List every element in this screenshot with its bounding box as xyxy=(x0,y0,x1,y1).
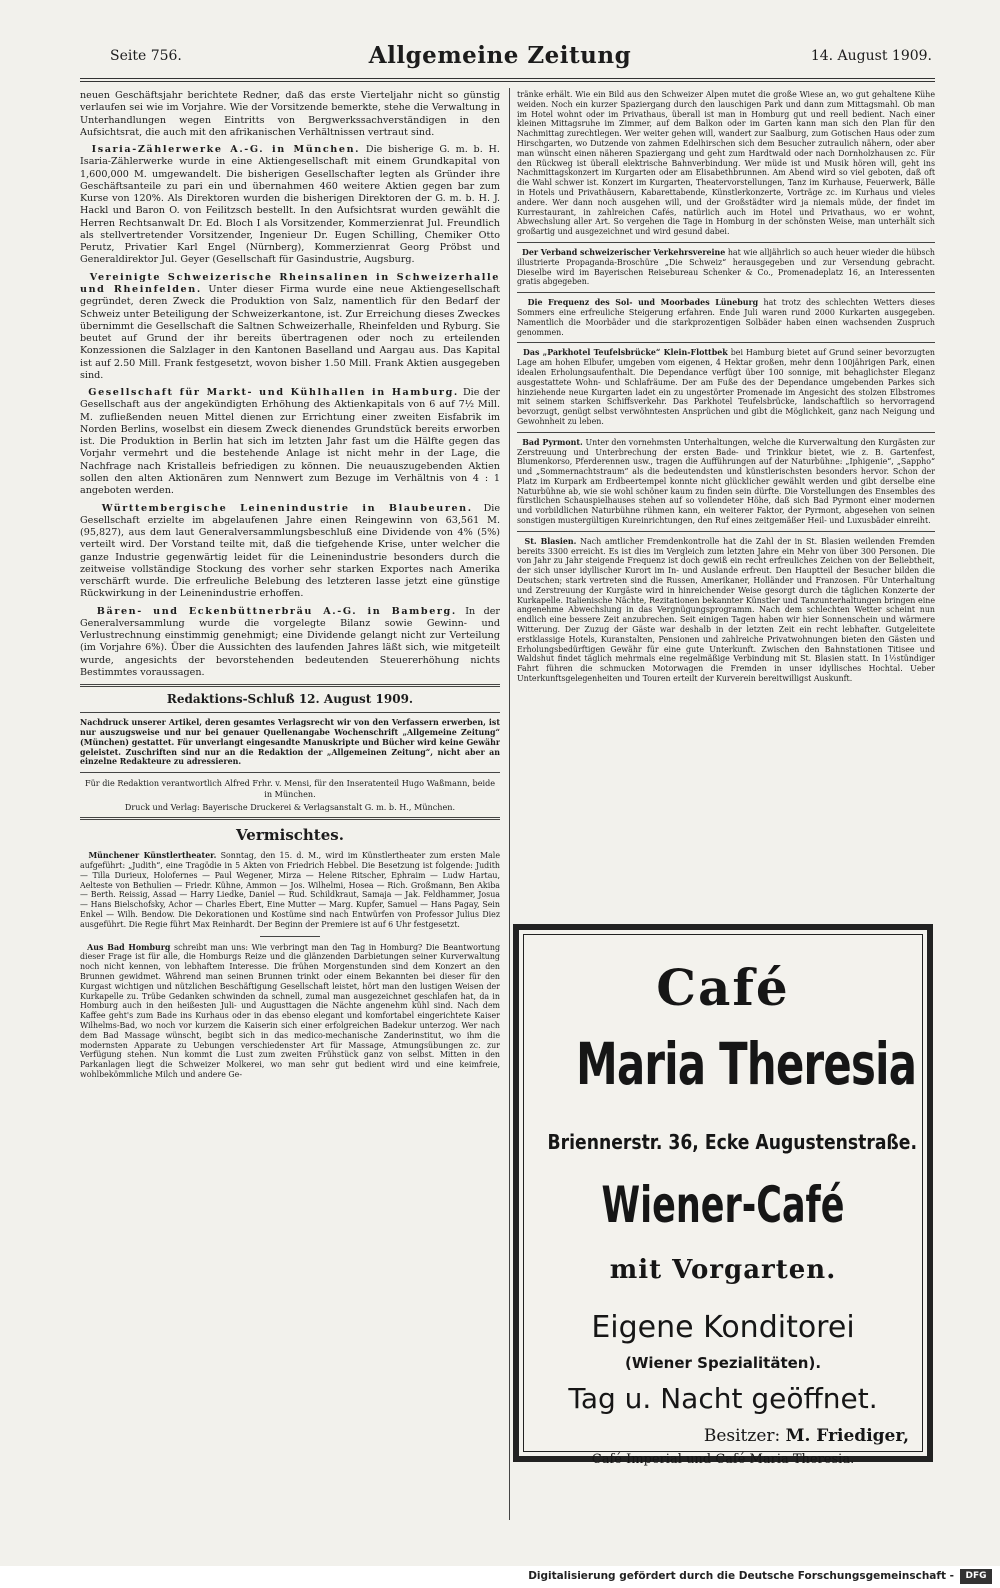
ad-other-cafes: Café Imperial und Café Maria Theresia. xyxy=(591,1452,855,1467)
article-bad-homburg: Aus Bad Homburg schreibt man uns: Wie verbringt man den Tag in Homburg? Die Beantwortung dieser Frage ist für alle, die Homburgs Reize und die glänzenden Darbietungen seiner Kurverwaltung noch nicht kennen, von lebhaftem Interesse. Die frühen Morgenstunden sind dem Konzert an den Brunnen gewidmet. Während man seinen Brunnen trinkt oder einem Bekannten bei dieser für den Kurgast wichtigen und nützlichen Beschäftigung Gesellschaft leistet, hört man den lustigen Weisen der Kurkapelle zu. Trübe Gedanken schwinden da schnell, zumal man ausgezeichnet geschlafen hat, da in Homburg auch in den heißesten Juli- und Augusttagen die Nächte angenehm kühl sind. Nach dem Kaffee geht's zum Bade ins Kurhaus oder in das ebenso elegant und komfortabel eingerichtete Kaiser Wilhelms-Bad, wo noch vor kurzem die Kaiserin sich einer erfolgreichen Badekur unterzog. Wer nach dem Bad Massage wünscht, begibt sich in das medico-mechanische Zanderinstitut, wo ihm die modernsten Apparate zu Uebungen verschiedenster Art für Massage, Atmungsübungen zc. zur Verfügung stehen. Nun kommt die Lust zum zweiten Frühstück ganz von selbst. Mitten in den Parkanlagen liegt die Schweizer Molkerei, wo man sehr gut bedient wird und eine keimfreie, wohlbekömmliche Milch und andere Ge- xyxy=(80,942,500,1080)
left-column xyxy=(80,90,500,1085)
article-parkhotel: Das „Parkhotel Teufelsbrücke“ Klein-Flottbek bei Hamburg bietet auf Grund seiner bevorzugten Lage am hohen Elbufer, umgeben vom eigenen, 4 Hektar großen, mehr denn 100jährigen Park, einen idealen Erholungsaufenthalt. Die Dependance verfügt über 100 sonnige, mit behaglichster Eleganz ausgestattete Wohn- und Schlafräume. Der am Fuße des der Dependance umgebenden Parkes sich hinziehende neue Kurgarten ladet ein zu ungestörter Promenade im Angesicht des stolzen Elbstromes mit seinem starken Schiffsverkehr. Das Parkhotel Teufelsbrücke, landschaftlich so hervorragend bevorzugt, genügt selbst verwöhntesten Ansprüchen und gibt die Möglichkeit, ganz nach Neigung und Gewohnheit zu leben. xyxy=(517,348,935,426)
section-rule-r2 xyxy=(517,292,935,293)
right-column xyxy=(517,90,935,916)
header-rule-2 xyxy=(80,81,935,82)
section-rule-r5 xyxy=(517,531,935,532)
page-header xyxy=(0,0,1000,80)
header-rule xyxy=(80,78,935,79)
article-verkehrsvereine: Der Verband schweizerischer Verkehrsvereine hat wie alljährlich so auch heuer wieder die hübsch illustrierte Propaganda-Broschüre „Die Schweiz“ herausgegeben und zur Versendung gebracht. Dieselbe wird im Bayerischen Reisebureau Schenker & Co., Promenadeplatz 16, an Interessenten gratis abgegeben. xyxy=(517,247,935,287)
digitization-footer xyxy=(0,1566,1000,1588)
section-rule-r3 xyxy=(517,342,935,343)
article-leinenindustrie: Württembergische Leinenindustrie in Blaubeuren. Die Gesellschaft erzielte im abgelaufenen Jahre einen Reingewinn von 63,561 M. (95,827), aus dem laut Generalversammlungsbeschluß eine Dividende von 4% (5%) verteilt wird. Der Vorstand teilte mit, daß die tiefgehende Krise, unter welcher die ganze Industrie gegenwärtig leidet für die Leinenindustrie besonders durch die zeitweise vollständige Stockung des vorher sehr starken Exportes nach Amerika verschärft wurde. Die erfreuliche Belebung des letzteren lasse jetzt eine günstige Rückwirkung in der Leinenindustrie erhoffen. xyxy=(80,502,500,600)
section-heading-vermischtes: Vermischtes. xyxy=(236,826,344,845)
ad-konditorei: Eigene Konditorei xyxy=(591,1310,855,1345)
newspaper-title: Allgemeine Zeitung xyxy=(368,42,632,69)
ad-owner: Besitzer: M. Friediger, xyxy=(703,1426,909,1446)
ad-cafe-heading: Café xyxy=(656,958,790,1017)
article-isaria: Isaria-Zählerwerke A.-G. in München. Die bisherige G. m. b. H. Isaria-Zählerwerke wurde in eine Aktiengesellschaft mit einem Grundkapital von 1,600,000 M. umgewandelt. Die bisherigen Gesellschafter legten als Gründer ihre Geschäftsanteile zu pari ein und übernahmen 460 weitere Aktien gegen bar zum Kurse von 120%. Als Direktoren wurden die bisherigen Direktoren der G. m. b. H. J. Hackl und Baron O. von Feilitzsch bestellt. In den Aufsichtsrat wurden gewählt die Herren Rechtsanwalt Dr. Ed. Bloch I als Vorsitzender, Kommerzienrat Jul. Freundlich als stellvertretender Vorsitzender, Ingenieur Dr. Eugen Schilling, Chemiker Otto Perutz, Privatier Karl Engel (Nürnberg), Kommerzienrat Georg Pröbst und Generaldirektor Jul. Geyer (Gesellschaft für Gasindustrie, Augsburg. xyxy=(80,144,500,266)
article-kuehlhallen: Gesellschaft für Markt- und Kühlhallen in Hamburg. Die der Gesellschaft aus der angekündigten Erhöhung des Aktienkapitals von 6 auf 7½ Mill. M. zufließenden neuen Mittel dienen zur Errichtung einer zweiten Eisfabrik im Norden Berlins, woselbst ein diesem Zweck dienendes Grundstück bereits erworben ist. Die Produktion in Berlin hat sich im letzten Jahr fast um die Hälfte gegen das Vorjahr vermehrt und die bestehende Anlage ist nicht mehr in der Lage, die Nachfrage nach Kristalleis befriedigen zu können. Die neuauszugebenden Aktien sollen den alten Aktionären zum Nennwert zum Bezuge im Verhältnis von 4 : 1 angeboten werden. xyxy=(80,387,500,497)
section-rule-r4 xyxy=(517,432,935,433)
dfg-logo: DFG xyxy=(960,1569,992,1584)
ad-address: Briennerstr. 36, Ecke Augustenstraße. xyxy=(547,1130,918,1154)
article-homburg-cont: tränke erhält. Wie ein Bild aus den Schweizer Alpen mutet die große Wiese an, wo gut gehaltene Kühe weiden. Noch ein kurzer Spaziergang durch den lauschigen Park und dann zum Mittagsmahl. Ob man im Hotel wohnt oder im Privathaus, überall ist man in Homburg gut und reell bedient. Nach einer kleinen Mittagsruhe im Zimmer, auf dem Balkon oder im Garten kann man sich den Plan für den Nachmittag zurechtlegen. Wer weiter gehen will, wandert zur Saalburg, zum Gotischen Haus oder zum Hirschgarten, wo Dutzende von zahmen Edelhirschen sich dem Besucher zutraulich nähern, oder aber man wünscht einen näheren Spaziergang und geht zum Hardtwald oder nach Dornholzhausen zc. Für den Rückweg ist überall elektrische Bahnverbindung. Wer müde ist und Musik hören will, geht ins Nachmittagskonzert im Kurgarten oder am Elisabethbrunnen. Am Abend wird so viel geboten, daß oft die Wahl schwer ist. Konzert im Kurgarten, Theatervorstellungen, Tanz im Kurhause, Feuerwerk, Bälle in Hotels und Privathäusern, Kabarettabende, Künstlerkonzerte, Vorträge zc. im Kurhaus und vieles andere. Wer dann noch ausgehen will, und der Großstädter wird ja niemals müde, der findet im Kurrestaurant, in zahlreichen Cafés, natürlich auch im Hotel und Privathaus, wo er wohnt, Abwechslung aller Art. So vergehen die Tage in Homburg in der schönsten Weise, man unterhält sich großartig und ausgezeichnet und wird gesund dabei. xyxy=(517,90,935,237)
short-rule xyxy=(260,936,320,937)
article-lueneburg: Die Frequenz des Sol- und Moorbades Lüneburg hat trotz des schlechten Wetters dieses Sommers eine erfreuliche Steigerung erfahren. Ende Juli waren rund 2000 Kurkarten ausgegeben. Namentlich die Moorbäder und die starkprozentigen Solbäder haben einen wachsenden Zuspruch genommen. xyxy=(517,298,935,337)
section-rule-3 xyxy=(80,772,500,773)
article-st-blasien: St. Blasien. Nach amtlicher Fremdenkontrolle hat die Zahl der in St. Blasien weilenden Fremden bereits 3300 erreicht. Es ist dies im Vergleich zum letzten Jahre ein Mehr von über 300 Personen. Die von Jahr zu Jahr steigende Frequenz ist doch gewiß ein recht erfreuliches Zeichen von der Beliebtheit, der sich unser idyllischer Kurort im In- und Auslande erfreut. Den Hauptteil der Besucher bilden die Deutschen; stark vertreten sind die Russen, Amerikaner, Holländer und Franzosen. Für Unterhaltung und Zerstreuung der Kurgäste wird in hinreichender Weise gesorgt durch die täglichen Konzerte der Kurkapelle. Italienische Nächte, Rezitationen bekannter Künstler und Tanzunterhaltungen bringen eine angenehme Abwechslung in das Vergnügungsprogramm. Nach dem schlechten Wetter scheint nun endlich eine bessere Zeit anzubrechen. Seit einigen Tagen haben wir hier Sonnenschein und wärmere Witterung. Der Zuzug der Gäste war deshalb in der letzten Zeit ein recht lebhafter. Gutgeleitete erstklassige Hotels, Kuranstalten, Pensionen und zahlreiche Privatwohnungen bieten den Gästen und Erholungsbedürftigen Gewähr für eine gute Unterkunft. Zwischen den Bahnstationen Titisee und Waldshut findet täglich mehrmals eine regelmäßige Verbindung mit St. Blasien statt. In 1½stündiger Fahrt führen die schmucken Motorwagen die Fremden in unser idyllisches Hochtal. Ueber Unterkunftsgelegenheiten und Touren erteilt der Kurverein bereitwilligst Auskunft. xyxy=(517,536,935,684)
ad-garden: mit Vorgarten. xyxy=(609,1255,837,1285)
article-kuenstlertheater: Münchener Künstlertheater. Sonntag, den 15. d. M., wird im Künstlertheater zum ersten Male aufgeführt: „Judith“, eine Tragödie in 5 Akten von Friedrich Hebbel. Die Besetzung ist folgende: Judith — Tilla Durieux, Holofernes — Paul Wegener, Mirza — Helene Ritscher, Ephraim — Ludw Hartau, Aelteste von Bethulien — Friedr. Kühne, Ammon — Jos. Wilhelmi, Hosea — Rich. Großmann, Ben Akiba — Berth. Reissig, Assad — Harry Liedke, Daniel — Rud. Schildkraut, Samaja — Jak. Feldhammer, Josua — Hans Bielschofsky, Achor — Charles Ebert, Eine Mutter — Marg. Kupfer, Samuel — Hans Pagay, Sein Enkel — Wilh. Bendow. Die Dekorationen und Kostüme sind nach Entwürfen von Professor Julius Diez ausgeführt. Die Regie führt Max Reinhardt. Der Beginn der Premiere ist auf 6 Uhr festgesetzt. xyxy=(80,851,500,929)
article-paragraph: neuen Geschäftsjahr berichtete Redner, daß das erste Vierteljahr nicht so günstig verlaufen sei wie im Vorjahre. Wie der Vorsitzende bemerkte, stehe die Verwaltung in Unterhandlungen wegen Eintritts von Bergwerkssachverständigen in den Aufsichtsrat, die auch mit den afrikanischen Verhältnissen vertraut sind. xyxy=(80,90,500,138)
article-rheinsalinen: Vereinigte Schweizerische Rheinsalinen in Schweizerhalle und Rheinfelden. Unter dieser Firma wurde eine neue Aktiengesellschaft gegründet, deren Zweck die Produktion von Salz, namentlich für den Bedarf der Schweiz unter Beteiligung der Schweizerkantone, ist. Zur Erreichung dieses Zweckes übernimmt die Gesellschaft die Saltnen Schweizerhalle, Rheinfelden und Ryburg. Sie beutet auf Grund der ihr bereits übertragenen oder noch zu erteilenden Konzessionen die Salzlager in den Kantonen Baselland und Aargau aus. Das Kapital ist auf 2.50 Mill. Frank festgesetzt, wovon bisher 1.50 Mill. Frank Aktien ausgegeben sind. xyxy=(80,271,500,381)
editorial-deadline: Redaktions-Schluß 12. August 1909. xyxy=(166,692,414,707)
funding-notice: Digitalisierung gefördert durch die Deutsche Forschungsgemeinschaft - xyxy=(528,1570,954,1582)
page-number: Seite 756. xyxy=(110,48,182,64)
section-rule-4 xyxy=(80,817,500,820)
column-divider xyxy=(509,88,510,1520)
editor-info: Für die Redaktion verantwortlich Alfred Frhr. v. Mensi, für den Inseratenteil Hugo Waßmann, beide in München. xyxy=(84,778,496,799)
publisher-info: Druck und Verlag: Bayerische Druckerei & Verlagsanstalt G. m. b. H., München. xyxy=(124,801,456,812)
ad-cafe-name: Maria Theresia xyxy=(576,1030,917,1098)
cafe-advertisement xyxy=(513,924,933,1467)
article-baerenbraeu: Bären- und Eckenbüttnerbräu A.-G. in Bamberg. In der Generalversammlung wurde die vorgelegte Bilanz sowie Gewinn- und Verlustrechnung einstimmig genehmigt; eine Dividende gelangt nicht zur Verteilung (im Vorjahre 6%). Über die Aussichten des laufenden Jahres läßt sich, wie mitgeteilt wurde, angesichts der bevorstehenden bedeutenden Steuererhöhung nichts Bestimmtes voraussagen. xyxy=(80,605,500,678)
ad-specialties: (Wiener Spezialitäten). xyxy=(624,1354,822,1372)
ad-wiener-cafe: Wiener-Café xyxy=(601,1176,845,1234)
reprint-notice: Nachdruck unserer Artikel, deren gesamtes Verlagsrecht wir von den Verfassern erwerben, ist nur auszugsweise und nur bei genauer Quellenangabe Wochenschrift „Allgemeine Zeitung“ (München) gestattet. Für unverlangt eingesandte Manuskripte und Bücher wird keine Gewähr geleistet. Zuschriften sind nur an die Redaktion der „Allgemeinen Zeitung“, nicht aber an einzelne Redakteure zu adressieren. xyxy=(80,718,500,767)
section-rule xyxy=(80,684,500,687)
ad-opening-hours: Tag u. Nacht geöffnet. xyxy=(568,1382,878,1415)
issue-date: 14. August 1909. xyxy=(810,48,932,64)
section-rule-2 xyxy=(80,712,500,713)
article-pyrmont: Bad Pyrmont. Unter den vornehmsten Unterhaltungen, welche die Kurverwaltung den Kurgästen zur Zerstreuung und Unterbrechung der ersten Bade- und Trinkkur bietet, wie z. B. Gartenfest, Blumenkorso, Pferderennen usw., tragen die Aufführungen auf der Naturbühne: „Iphigenie“, „Sappho“ und „Sommernachtstraum“ als die bedeutendsten und künstlerischsten besonders hervor. Schon der Platz im Kurpark am Erdbeertempel konnte nicht glücklicher gewählt werden und gibt derselbe eine Naturbühne ab, wie sie wohl schöner kaum zu finden sein dürfte. Die Vorstellungen des Ensembles des fürstlichen Schauspielhauses stehen auf so vollendeter Höhe, daß sich Bad Pyrmont einer modernen und vorbildlichen Naturbühne rühmen kann, ein weiterer Faktor, der Pyrmont, abgesehen von seinen sonstigen mustergültigen Kureinrichtungen, den Ruf eines zeitgemäßer Heil- und Luxusbäder einreiht. xyxy=(517,437,935,526)
section-rule-r1 xyxy=(517,242,935,243)
